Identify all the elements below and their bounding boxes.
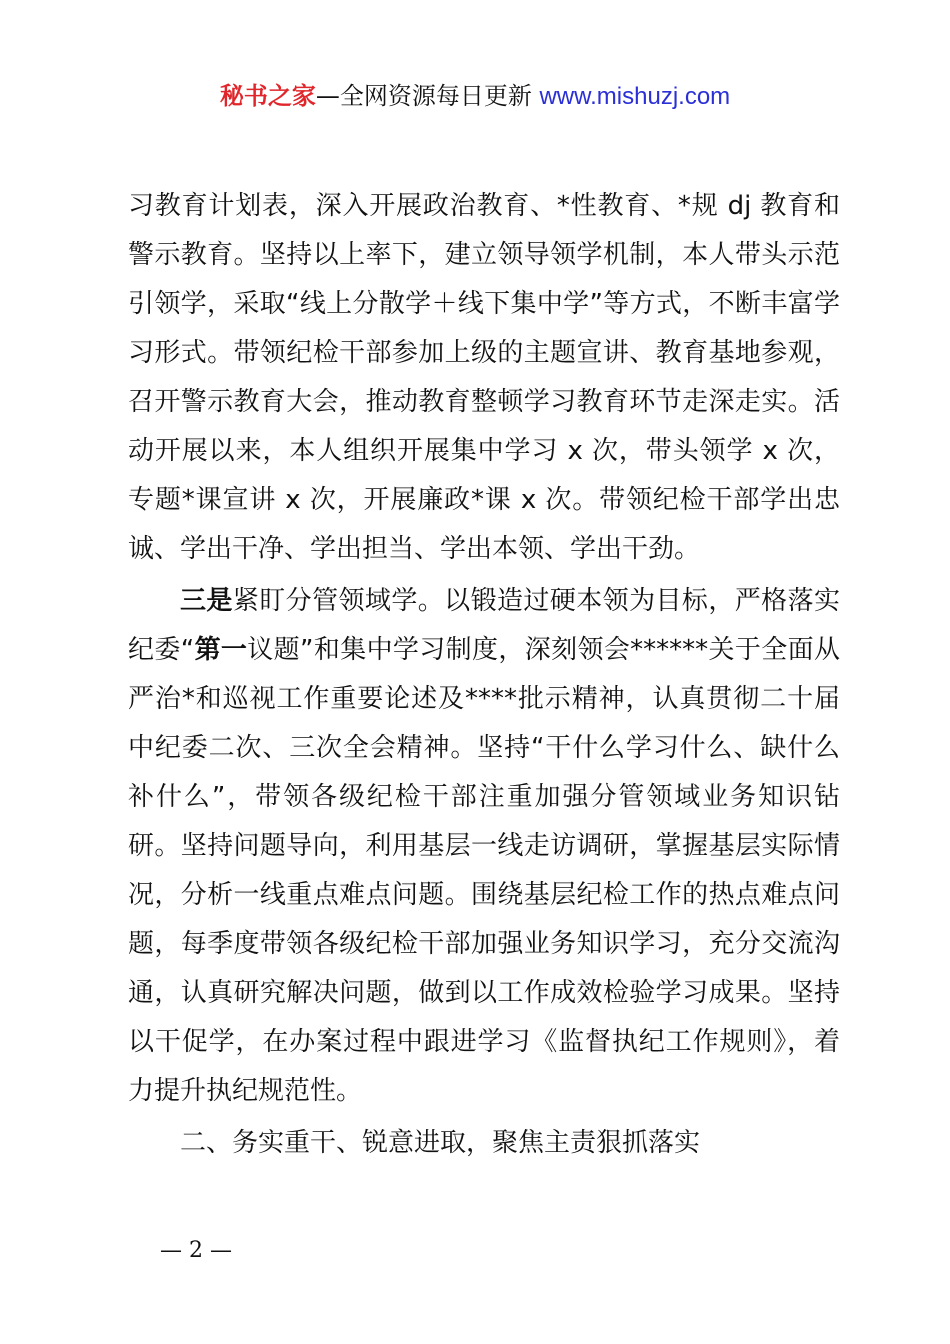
- page-number: — 2 —: [160, 1238, 232, 1263]
- paragraph-text-b: 议题”和集中学习制度，深刻领会******关于全面从严治*和巡视工作重要论述及****批示精神，认真贯彻二十届中纪委二次、三次全会精神。坚持“干什么学习什么、缺什么补什么”，带领各级纪检干部注重加强分管领域业务知识钻研。坚持问题导向，利用基层一线走访调研，掌握基层实际情况，分析一线重点难点问题。围绕基层纪检工作的热点难点问题，每季度带领各级纪检干部加强业务知识学习，充分交流沟通，认真研究解决问题，做到以工作成效检验学习成果。坚持以干促学，在办案过程中跟进学习《监督执纪工作规则》，着力提升执纪规范性。: [128, 635, 840, 1106]
- paragraph-text-a: 紧盯分管领域学。以锻造过硬本领为目标，严格落实纪委“: [128, 586, 840, 665]
- section-heading: 二、务实重干、锐意进取，聚焦主责狠抓落实: [180, 1128, 701, 1158]
- document-body: [128, 182, 840, 1168]
- site-header: [0, 80, 950, 113]
- bold-first: 第一: [194, 635, 248, 665]
- site-url-link[interactable]: www.mishuzj.com: [539, 83, 731, 110]
- header-tagline: —全网资源每日更新: [315, 82, 540, 110]
- brand-name: 秘书之家: [219, 82, 316, 110]
- paragraph-continued: 习教育计划表，深入开展政治教育、*性教育、*规 dj 教育和警示教育。坚持以上率下，建立领导领学机制，本人带头示范引领学，采取“线上分散学＋线下集中学”等方式，不断丰富学习形式。带领纪检干部参加上级的主题宣讲、教育基地参观，召开警示教育大会，推动教育整顿学习教育环节走深走实。活动开展以来，本人组织开展集中学习 x 次，带头领学 x 次，专题*课宣讲 x 次，开展廉政*课 x 次。带领纪检干部学出忠诚、学出干净、学出担当、学出本领、学出干劲。: [128, 191, 840, 564]
- paragraph-point-three: [128, 577, 840, 1116]
- point-lead: 三是: [180, 586, 233, 616]
